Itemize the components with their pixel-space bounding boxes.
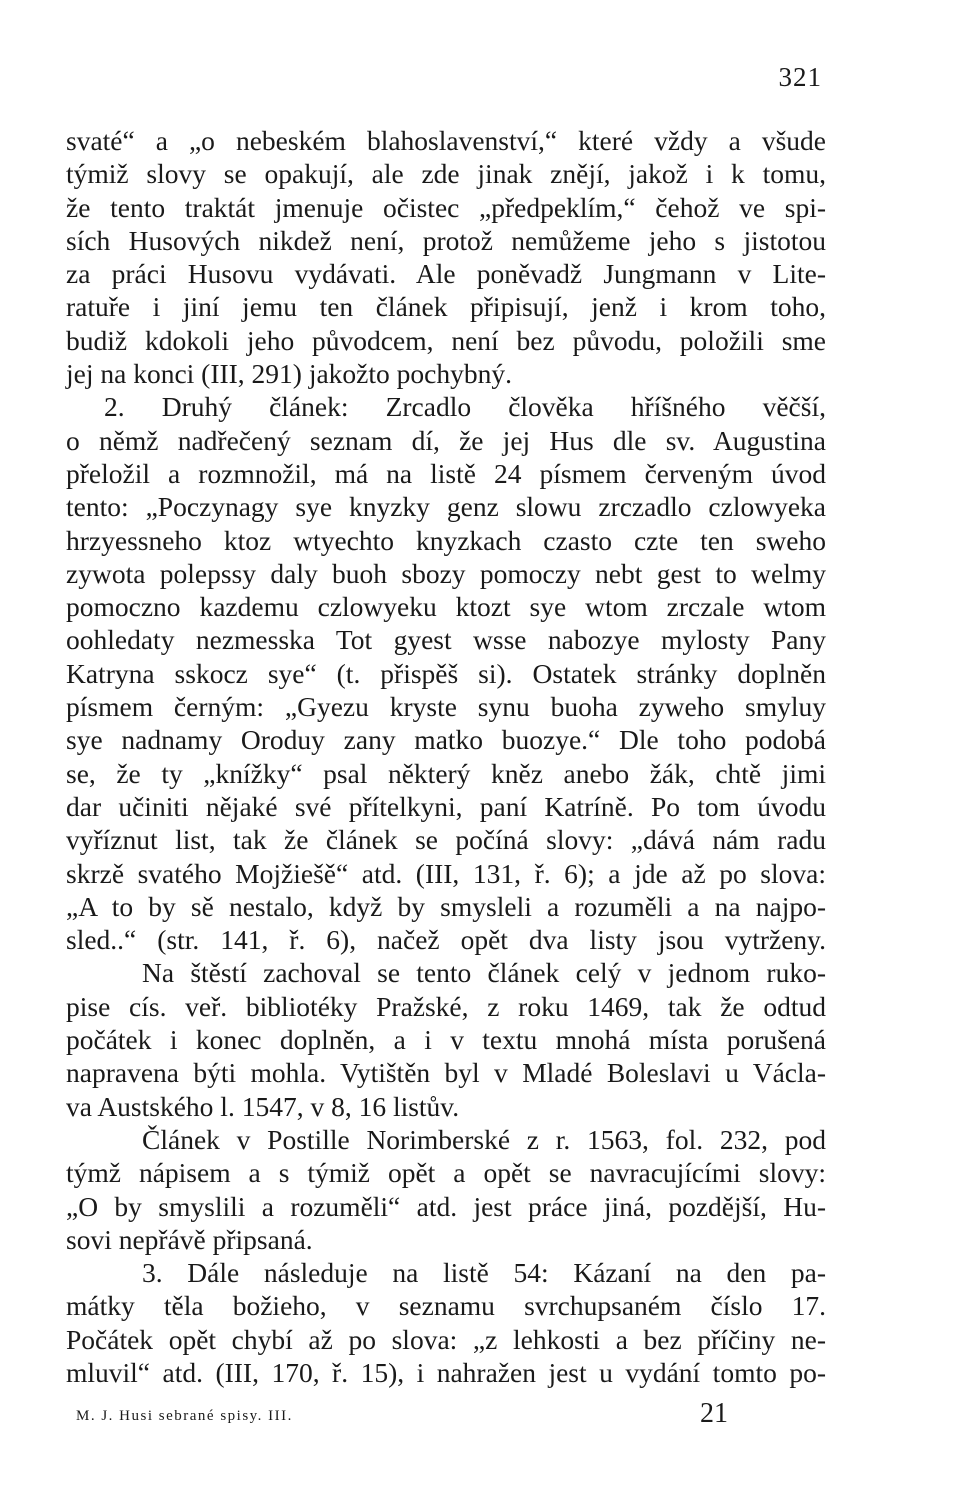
text-line: 3. Dále následuje na listě 54: Kázaní na den pa- bbox=[142, 1257, 826, 1289]
text-line: se, že ty „knížky“ psal některý kněz anebo žák, chtě jimi bbox=[66, 757, 826, 789]
text-line: písmem černým: „Gyezu kryste synu buoha zyweho smyluy bbox=[66, 691, 826, 723]
text-line: o němž nadřečený seznam dí, že jej Hus dle sv. Augustina bbox=[66, 424, 826, 456]
text-line: ratuře i jiní jemu ten článek připisují, jenž i krom toho, bbox=[66, 291, 826, 323]
text-line: počátek i konec doplněn, a i v textu mnohá místa porušená bbox=[66, 1024, 826, 1056]
text-line: Na štěstí zachoval se tento článek celý v jednom ruko- bbox=[142, 957, 826, 989]
text-line: dar učiniti nějaké své přítelkyni, paní Katríně. Po tom úvodu bbox=[66, 790, 826, 822]
text-line: napravena býti mohla. Vytištěn byl v Mladé Boleslavi u Václa- bbox=[66, 1057, 826, 1089]
text-line: oohledaty nezmesska Tot gyest wsse nabozye mylosty Pany bbox=[66, 624, 826, 656]
text-line: „A to by sě nestalo, když by smysleli a rozuměli a na najpo- bbox=[66, 890, 826, 922]
text-line: va Austského l. 1547, v 8, 16 listův. bbox=[66, 1090, 460, 1122]
text-line: sye nadnamy Oroduy zany matko buozye.“ Dle toho podobá bbox=[66, 724, 826, 756]
text-line: 2. Druhý článek: Zrcadlo člověka hříšného věčší, bbox=[104, 391, 826, 423]
text-line: tento: „Poczynagy sye knyzky genz slowu zrczadlo czlowyeka bbox=[66, 491, 826, 523]
text-line: že tento traktát jmenuje očistec „předpeklím,“ čehož ve spi- bbox=[66, 191, 826, 223]
text-line: pise cís. veř. bibliotéky Pražské, z roku 1469, tak že odtud bbox=[66, 990, 826, 1022]
text-line: sích Husových nikdež není, protož nemůžeme jeho s jistotou bbox=[66, 224, 826, 256]
text-line: Katryna sskocz sye“ (t. přispěš si). Ostatek stránky doplněn bbox=[66, 657, 826, 689]
text-line: zywota polepssy daly buoh sbozy pomoczy nebt gest to welmy bbox=[66, 557, 826, 589]
text-line: týmž nápisem a s týmiž opět a opět se navracujícími slovy: bbox=[66, 1157, 826, 1189]
text-line: budiž kdokoli jeho původcem, není bez původu, položili sme bbox=[66, 324, 826, 356]
text-line: „O by smyslili a rozuměli“ atd. jest práce jiná, pozdější, Hu- bbox=[66, 1190, 826, 1222]
text-line: týmiž slovy se opakují, ale zde jinak znějí, jakož i k tomu, bbox=[66, 158, 826, 190]
text-line: skrzě svatého Mojžiešě“ atd. (III, 131, ř. 6); a jde až po slova: bbox=[66, 857, 826, 889]
text-line: za práci Husovu vydávati. Ale poněvadž Jungmann v Lite- bbox=[66, 258, 826, 290]
text-line: Článek v Postille Norimberské z r. 1563, fol. 232, pod bbox=[142, 1123, 826, 1155]
text-line: hrzyessneho ktoz wtyechto knyzkach czasto czte ten sweho bbox=[66, 524, 826, 556]
running-footer: M. J. Husi sebrané spisy. III. bbox=[76, 1408, 293, 1424]
body-text bbox=[66, 124, 826, 1389]
text-line: jej na konci (III, 291) jakožto pochybný. bbox=[66, 358, 512, 390]
text-line: přeložil a rozmnožil, má na listě 24 písmem červeným úvod bbox=[66, 457, 826, 489]
text-line: vyříznut list, tak že článek se počíná slovy: „dává nám radu bbox=[66, 824, 826, 856]
text-line: sovi nepřávě připsaná. bbox=[66, 1223, 313, 1255]
text-line: Počátek opět chybí až po slova: „z lehkosti a bez příčiny ne- bbox=[66, 1323, 826, 1355]
text-line: mátky těla božieho, v seznamu svrchupsaném číslo 17. bbox=[66, 1290, 826, 1322]
text-line: sled..“ (str. 141, ř. 6), načež opět dva listy jsou vytrženy. bbox=[66, 924, 826, 956]
page-number: 321 bbox=[778, 62, 822, 92]
signature-mark: 21 bbox=[700, 1398, 728, 1429]
text-line: pomoczno kazdemu czlowyeku ktozt sye wtom zrczale wtom bbox=[66, 591, 826, 623]
page-footer bbox=[76, 1398, 736, 1438]
text-line: mluvil“ atd. (III, 170, ř. 15), i nahražen jest u vydání tomto po- bbox=[66, 1356, 826, 1388]
text-line: svaté“ a „o nebeském blahoslavenství,“ které vždy a všude bbox=[66, 125, 826, 156]
